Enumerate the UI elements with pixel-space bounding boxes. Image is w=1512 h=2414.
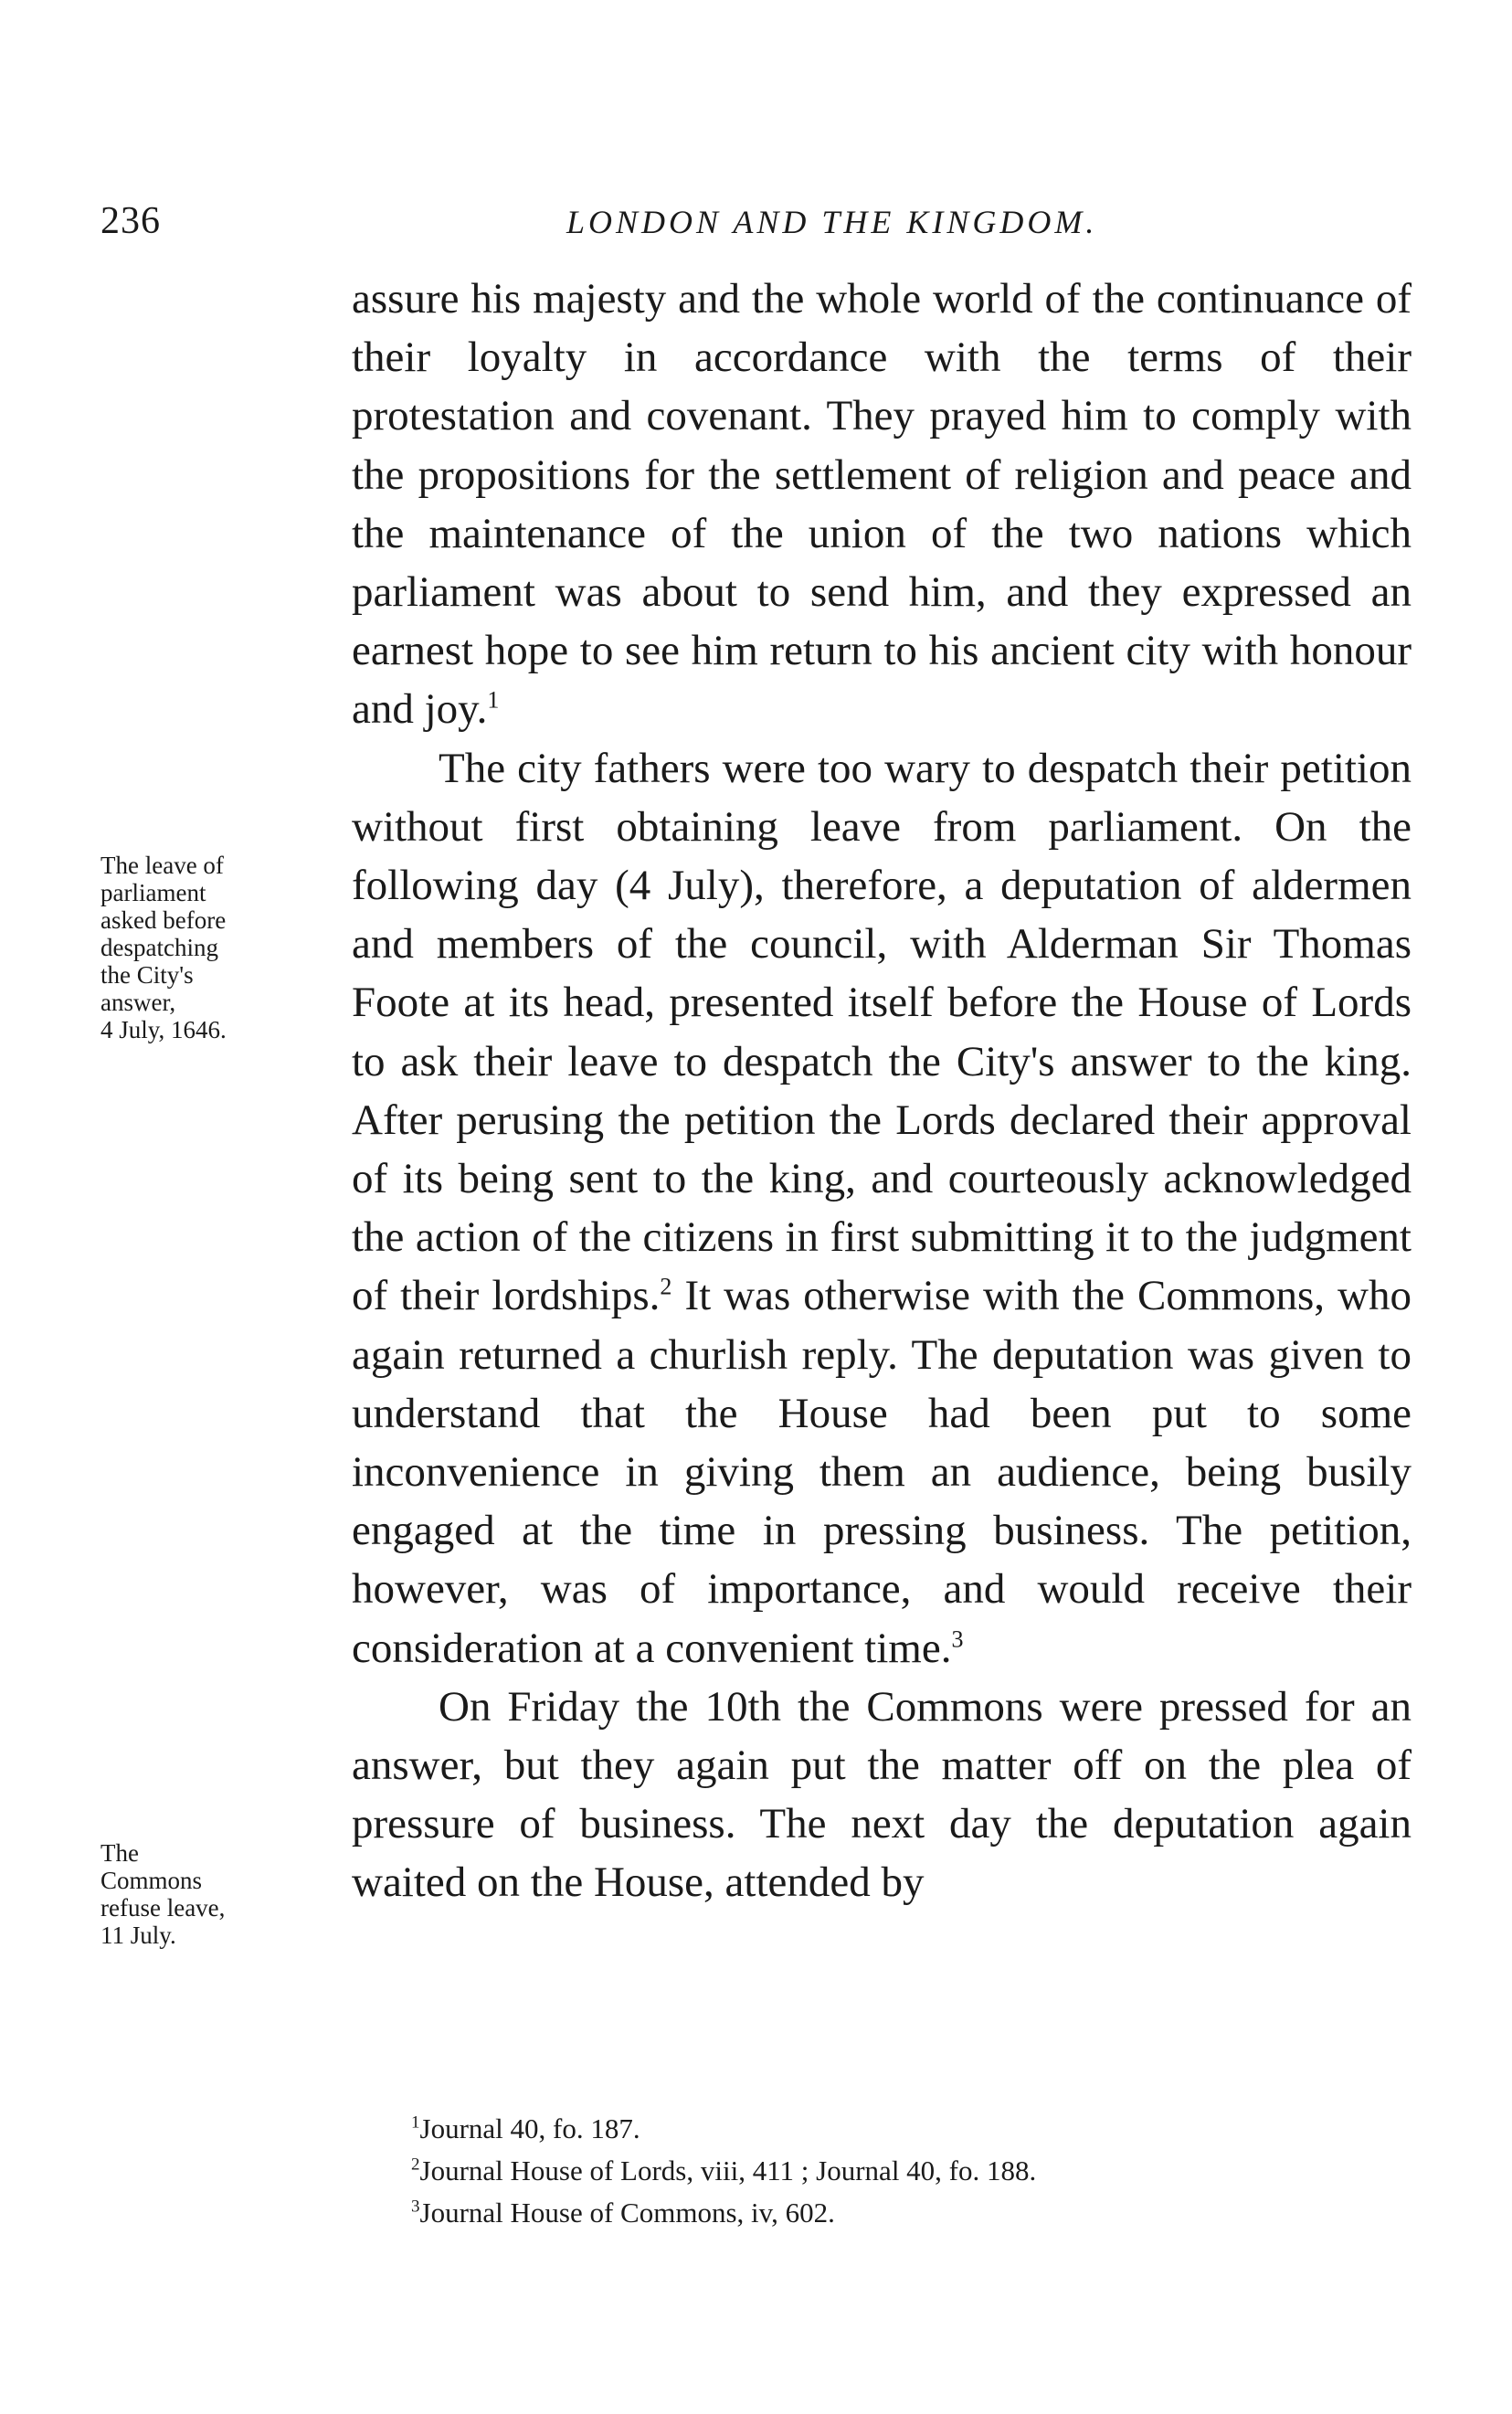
margin-note-line: despatching [100,934,218,961]
footnote-text: Journal House of Commons, iv, 602. [419,2197,835,2229]
margin-note-line: the City's [100,961,194,989]
footnote-mark: 1 [411,2112,420,2133]
paragraph-text: The city fathers were too wary to despatch their petition without first obtaining leave from parliament. On the following day (4 July), therefore, a deputation of aldermen and members of the council, with Alderman Sir Thomas Foote at its head, presented itself before the House of Lords to ask their leave to despatch the City's answer to the king. After perusing the petition the Lords declared their approval of its being sent to the king, and courteously acknowledged the action of the citizens in first submitting it to the judgment of their lordships. [352,744,1412,1320]
footnote-text: Journal House of Lords, viii, 411 ; Journal 40, fo. 188. [419,2155,1037,2186]
footnote-reference: 3 [951,1625,964,1653]
margin-note-line: Commons [100,1867,203,1894]
page-number: 236 [100,200,161,242]
footnote-mark: 2 [411,2155,420,2175]
margin-note-commons-refuse [100,1839,338,1949]
margin-note-line: The [100,1839,139,1867]
main-text [352,270,1412,1912]
footnote-reference: 2 [660,1273,672,1300]
paragraph-friday [352,1678,1412,1912]
paragraph-text: It was otherwise with the Commons, who again returned a churlish reply. The deputation was given to understand that the House had been put to some inconvenience in giving them an audience, being busily engaged at the time in pressing business. The petition, however, was of importance, and would receive their consideration at a convenient time. [352,1272,1412,1672]
paragraph-continuation [352,270,1412,739]
margin-note-line: 11 July. [100,1922,176,1949]
footnotes [411,2108,1325,2234]
margin-note-line: asked before [100,906,227,934]
margin-note-line: 4 July, 1646. [100,1016,227,1043]
paragraph-text: On Friday the 10th the Commons were pressed for an answer, but they again put the matter off on the plea of pressure of business. The next day the deputation again waited on the House, attended by [352,1682,1412,1907]
paragraph-text: assure his majesty and the whole world of the continuance of their loyalty in accordance with the terms of their protestation and covenant. They prayed him to comply with the propositions for the settlement of religion and peace and the maintenance of the union of the two nations which parliament was about to send him, and they expressed an earnest hope to see him return to his ancient city with honour and joy. [352,275,1412,734]
footnote-text: Journal 40, fo. 187. [419,2112,640,2144]
margin-note-leave-of-parliament [100,852,338,1043]
paragraph-city-fathers [352,739,1412,1678]
margin-note-line: parliament [100,879,206,906]
footnote [411,2108,1325,2150]
margin-note-line: The leave of [100,852,224,879]
footnote [411,2192,1325,2234]
margin-note-line: answer, [100,989,176,1016]
footnote [411,2150,1325,2192]
margin-note-line: refuse leave, [100,1894,226,1922]
footnote-reference: 1 [487,686,500,714]
footnote-mark: 3 [411,2197,420,2217]
running-title: LONDON AND THE KINGDOM. [566,204,1098,240]
